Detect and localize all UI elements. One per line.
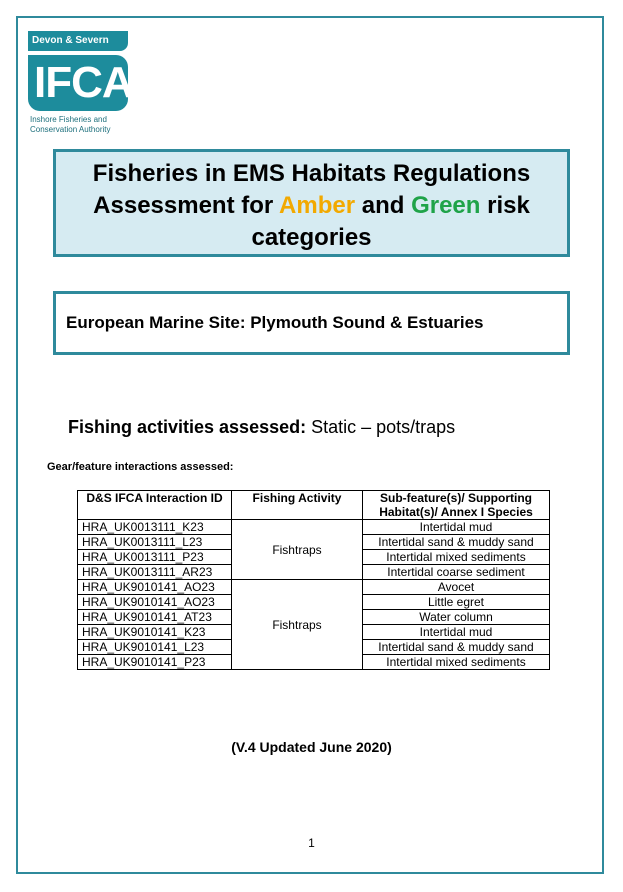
title-amber-word: Amber [279, 192, 356, 219]
sub-feature: Intertidal mud [363, 625, 550, 640]
table-row [78, 580, 550, 595]
logo-top-text: Devon & Severn [28, 31, 128, 51]
sub-feature: Intertidal sand & muddy sand [363, 640, 550, 655]
logo-main-block [28, 55, 133, 111]
table-header-row [78, 491, 550, 520]
gear-feature-table [77, 490, 550, 670]
header-fishing-activity: Fishing Activity [232, 491, 363, 520]
logo-subtitle [30, 115, 134, 135]
title-line2-suffix: risk [480, 192, 530, 219]
header-interaction-id: D&S IFCA Interaction ID [78, 491, 232, 520]
page-number: 1 [308, 836, 315, 850]
title-line3: categories [251, 224, 372, 251]
gear-interactions-label: Gear/feature interactions assessed: [47, 461, 234, 473]
interaction-id: HRA_UK9010141_AO23 [78, 580, 232, 595]
title-line1: Fisheries in EMS Habitats Regulations [92, 160, 531, 187]
ifca-logo [28, 31, 133, 135]
logo-sub-line1: Inshore Fisheries and [30, 115, 107, 124]
logo-sub-line2: Conservation Authority [30, 125, 111, 134]
version-note: (V.4 Updated June 2020) [231, 739, 392, 755]
header-sub-feature: Sub-feature(s)/ Supporting Habitat(s)/ Annex I Species [363, 491, 550, 520]
sub-feature: Avocet [363, 580, 550, 595]
interaction-id: HRA_UK9010141_K23 [78, 625, 232, 640]
site-label: European Marine Site: Plymouth Sound & Estuaries [66, 313, 484, 332]
activities-label: Fishing activities assessed: [68, 417, 307, 437]
sub-feature: Intertidal sand & muddy sand [363, 535, 550, 550]
interaction-id: HRA_UK0013111_L23 [78, 535, 232, 550]
title-line2 [56, 190, 567, 222]
table-row [78, 520, 550, 535]
document-title-box [53, 149, 570, 257]
interaction-id: HRA_UK0013111_P23 [78, 550, 232, 565]
sub-feature: Intertidal mud [363, 520, 550, 535]
activities-value: Static – pots/traps [306, 417, 456, 437]
interaction-id: HRA_UK9010141_P23 [78, 655, 232, 670]
interaction-id: HRA_UK0013111_AR23 [78, 565, 232, 580]
interaction-id: HRA_UK0013111_K23 [78, 520, 232, 535]
sub-feature: Intertidal mixed sediments [363, 550, 550, 565]
fishing-activity: Fishtraps [232, 580, 363, 670]
sub-feature: Intertidal mixed sediments [363, 655, 550, 670]
title-line2-prefix: Assessment for [93, 192, 280, 219]
fishing-activities [68, 417, 455, 438]
site-box [53, 291, 570, 355]
interaction-id: HRA_UK9010141_L23 [78, 640, 232, 655]
logo-main-text: IFCA [34, 58, 133, 107]
sub-feature: Little egret [363, 595, 550, 610]
interaction-id: HRA_UK9010141_AO23 [78, 595, 232, 610]
sub-feature: Intertidal coarse sediment [363, 565, 550, 580]
title-green-word: Green [411, 192, 481, 219]
sub-feature: Water column [363, 610, 550, 625]
interaction-id: HRA_UK9010141_AT23 [78, 610, 232, 625]
fishing-activity: Fishtraps [232, 520, 363, 580]
title-and-word: and [355, 192, 412, 219]
